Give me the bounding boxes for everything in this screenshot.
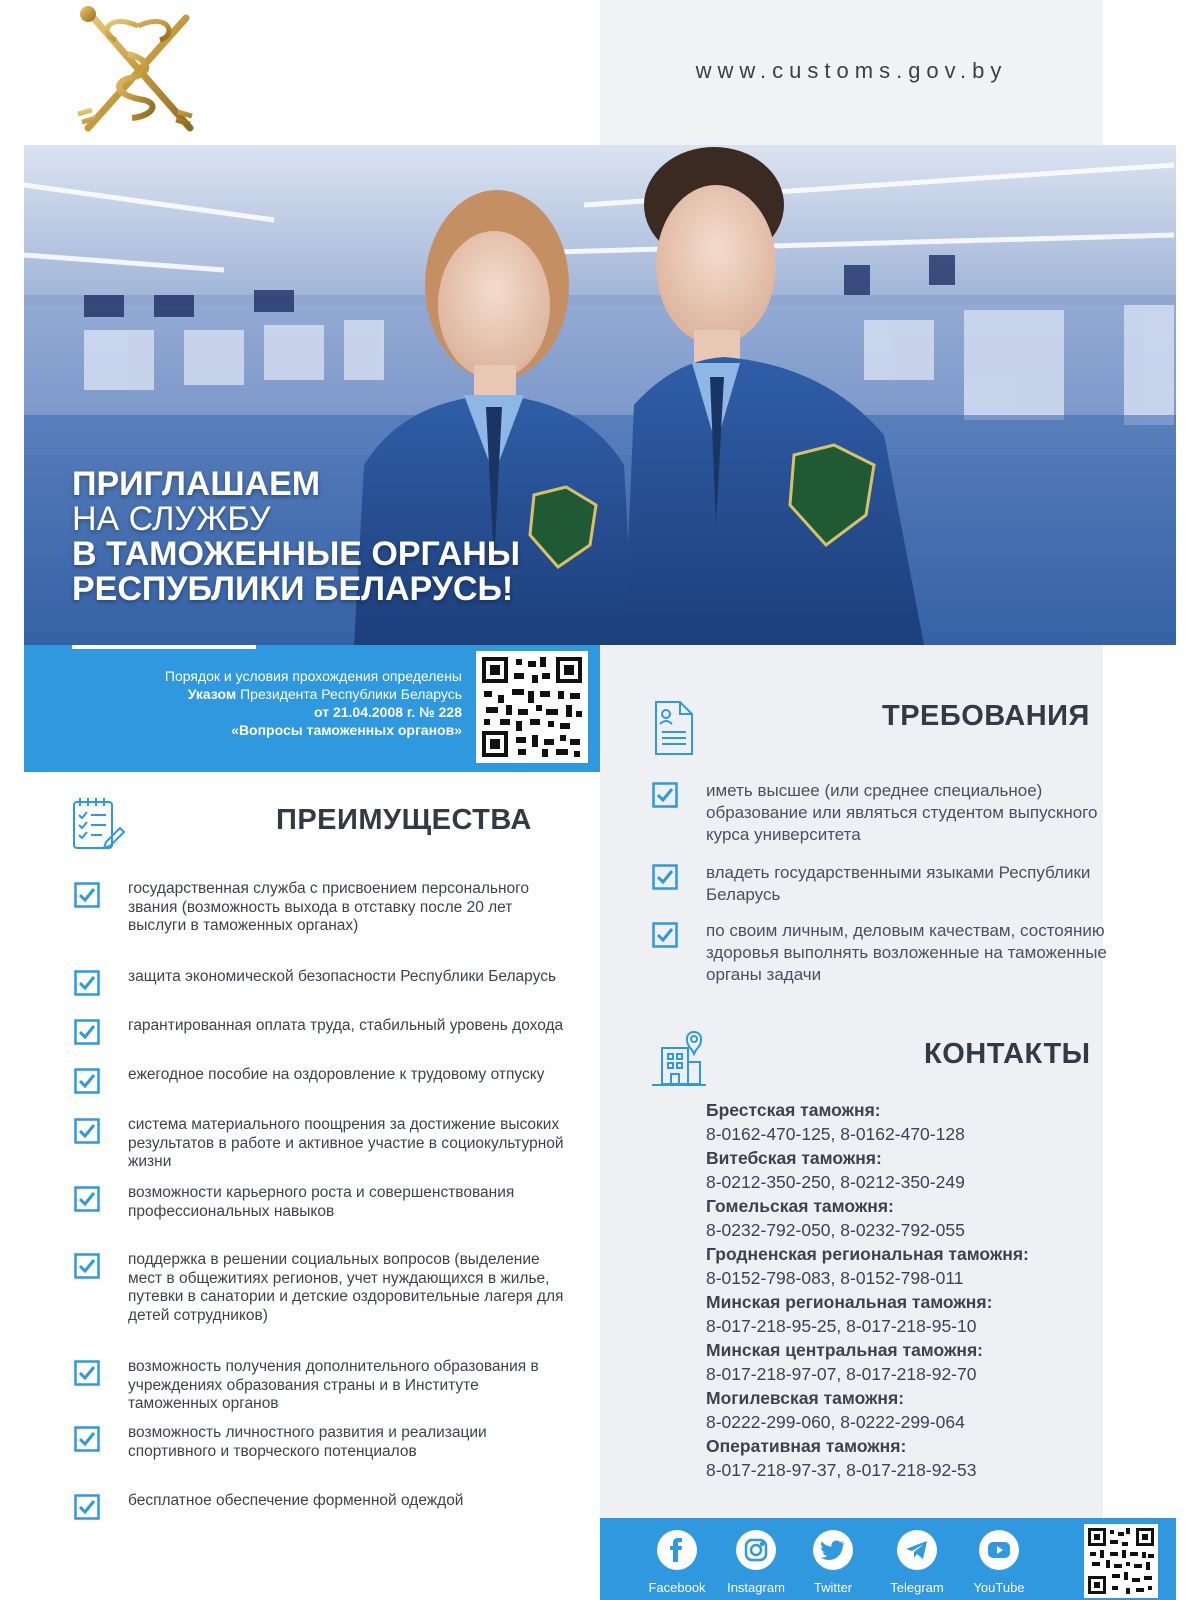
instagram-icon[interactable] xyxy=(736,1530,776,1570)
customs-office-name: Витебская таможня: xyxy=(706,1148,882,1168)
customs-office-name: Оперативная таможня: xyxy=(706,1436,907,1456)
checkbox-checked-icon xyxy=(652,922,678,948)
contact-entry xyxy=(706,1338,1126,1386)
legal-basis-band xyxy=(24,645,600,772)
contact-entry xyxy=(706,1146,1126,1194)
checkbox-checked-icon xyxy=(74,1494,100,1520)
list-item-text: возможность получения дополнительного образования в учреждениях образования страны и в Институте таможенных органов xyxy=(128,1358,539,1412)
building-location-icon xyxy=(650,1030,706,1086)
customs-office-name: Гомельская таможня: xyxy=(706,1196,894,1216)
customs-office-name: Минская региональная таможня: xyxy=(706,1292,993,1312)
qr-code-icon[interactable] xyxy=(1084,1524,1158,1598)
hero-title-line: ПРИГЛАШАЕМ xyxy=(72,465,321,503)
list-item-text: владеть государственными языками Республики Беларусь xyxy=(706,863,1091,904)
hero-title-line: В ТАМОЖЕННЫЕ ОРГАНЫ xyxy=(72,535,521,573)
list-item-text: возможности карьерного роста и совершенствования профессиональных навыков xyxy=(128,1184,515,1220)
legal-basis-line: Порядок и условия прохождения определены xyxy=(164,668,462,684)
social-label: Facebook xyxy=(648,1580,706,1595)
social-label: Telegram xyxy=(890,1580,944,1595)
list-item-text: ежегодное пособие на оздоровление к трудовому отпуску xyxy=(128,1066,545,1083)
social-link-youtube[interactable] xyxy=(964,1530,1034,1595)
social-link-telegram[interactable] xyxy=(882,1530,952,1595)
youtube-icon[interactable] xyxy=(979,1530,1019,1570)
social-link-twitter[interactable] xyxy=(798,1530,868,1595)
contact-entry xyxy=(706,1434,1126,1482)
hero-banner xyxy=(24,145,1176,645)
accent-line xyxy=(72,645,256,649)
customs-office-name: Могилевская таможня: xyxy=(706,1388,905,1408)
phone-numbers[interactable]: 8-017-218-97-37, 8-017-218-92-53 xyxy=(706,1460,977,1480)
checkbox-checked-icon xyxy=(74,882,100,908)
legal-basis-text xyxy=(42,667,462,739)
social-label: Twitter xyxy=(813,1580,853,1595)
checkbox-checked-icon xyxy=(652,864,678,890)
social-label: Instagram xyxy=(727,1580,785,1595)
decree-word: Указом xyxy=(187,686,237,702)
checkbox-checked-icon xyxy=(74,1118,100,1144)
contacts-list xyxy=(706,1098,1126,1482)
contact-entry xyxy=(706,1290,1126,1338)
list-item-text: поддержка в решении социальных вопросов (выделение мест в общежитиях регионов, учет нуждающихся в жилье, путевки в санатории и детские оздоровительные лагеря для детей сотрудников) xyxy=(128,1251,564,1324)
website-url[interactable]: www.customs.gov.by xyxy=(695,58,1008,83)
document-icon xyxy=(650,700,706,756)
contacts-title: КОНТАКТЫ xyxy=(924,1038,1091,1070)
qr-code-icon[interactable] xyxy=(476,651,588,763)
telegram-icon[interactable] xyxy=(897,1530,937,1570)
phone-numbers[interactable]: 8-017-218-95-25, 8-017-218-95-10 xyxy=(706,1316,977,1336)
checkbox-checked-icon xyxy=(74,1068,100,1094)
list-item-text: система материального поощрения за достижение высоких результатов в работе и активное участие в социокультурной жизни xyxy=(128,1116,564,1170)
legal-basis-line xyxy=(42,685,462,703)
checkbox-checked-icon xyxy=(74,1253,100,1279)
list-item-text: иметь высшее (или среднее специальное) образование или являться студентом выпускного курса университета xyxy=(706,781,1098,844)
phone-numbers[interactable]: 8-0212-350-250, 8-0212-350-249 xyxy=(706,1172,965,1192)
advantages-title: ПРЕИМУЩЕСТВА xyxy=(276,804,532,836)
checkbox-checked-icon xyxy=(74,970,100,996)
phone-numbers[interactable]: 8-0222-299-060, 8-0222-299-064 xyxy=(706,1412,965,1432)
phone-numbers[interactable]: 8-0232-792-050, 8-0232-792-055 xyxy=(706,1220,965,1240)
list-item-text: гарантированная оплата труда, стабильный уровень дохода xyxy=(128,1017,564,1034)
decree-rest: Президента Республики Беларусь xyxy=(236,686,462,702)
customs-office-name: Брестская таможня: xyxy=(706,1100,881,1120)
decree-title: «Вопросы таможенных органов» xyxy=(231,722,462,738)
list-item-text: бесплатное обеспечение форменной одеждой xyxy=(128,1492,464,1509)
facebook-icon[interactable] xyxy=(657,1530,697,1570)
social-label: YouTube xyxy=(973,1580,1025,1595)
checkbox-checked-icon xyxy=(74,1426,100,1452)
requirements-title: ТРЕБОВАНИЯ xyxy=(882,700,1090,732)
checkbox-checked-icon xyxy=(652,782,678,808)
list-item-text: защита экономической безопасности Республики Беларусь xyxy=(128,968,557,985)
phone-numbers[interactable]: 8-017-218-97-07, 8-017-218-92-70 xyxy=(706,1364,977,1384)
decree-date: от 21.04.2008 г. № 228 xyxy=(314,704,462,720)
list-item-text: государственная служба с присвоением персонального звания (возможность выхода в отставку после 20 лет выслуги в таможенных органах) xyxy=(128,880,530,934)
list-item-text: возможность личностного развития и реализации спортивного и творческого потенциалов xyxy=(128,1424,487,1460)
hero-title xyxy=(72,467,520,607)
customs-office-name: Минская центральная таможня: xyxy=(706,1340,984,1360)
contact-entry xyxy=(706,1386,1126,1434)
contact-entry xyxy=(706,1242,1126,1290)
hero-title-line: РЕСПУБЛИКИ БЕЛАРУСЬ! xyxy=(72,570,514,608)
contact-entry xyxy=(706,1194,1126,1242)
customs-office-name: Гродненская региональная таможня: xyxy=(706,1244,1029,1264)
checkbox-checked-icon xyxy=(74,1360,100,1386)
customs-emblem-icon xyxy=(68,4,208,139)
social-links-band xyxy=(600,1518,1176,1600)
phone-numbers[interactable]: 8-0162-470-125, 8-0162-470-128 xyxy=(706,1124,965,1144)
social-link-facebook[interactable] xyxy=(642,1530,712,1595)
social-link-instagram[interactable] xyxy=(721,1530,791,1595)
contact-entry xyxy=(706,1098,1126,1146)
checklist-icon xyxy=(70,796,126,852)
checkbox-checked-icon xyxy=(74,1019,100,1045)
phone-numbers[interactable]: 8-0152-798-083, 8-0152-798-011 xyxy=(706,1268,964,1288)
list-item-text: по своим личным, деловым качествам, состоянию здоровья выполнять возложенные на таможенные органы задачи xyxy=(706,921,1107,984)
checkbox-checked-icon xyxy=(74,1186,100,1212)
hero-title-line: НА СЛУЖБУ xyxy=(72,500,271,538)
twitter-icon[interactable] xyxy=(813,1530,853,1570)
